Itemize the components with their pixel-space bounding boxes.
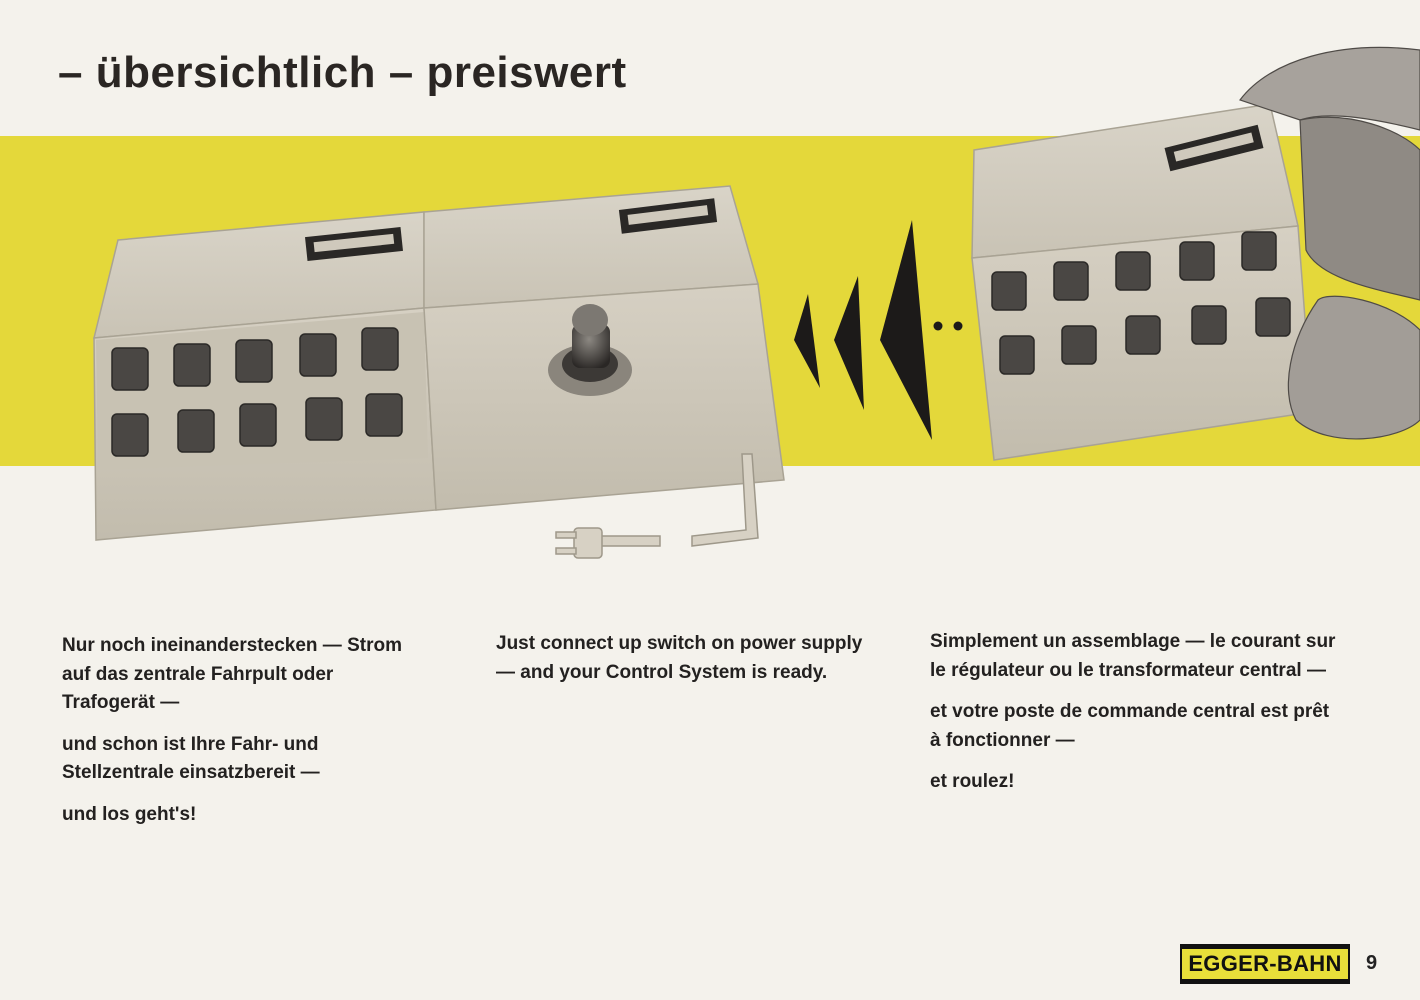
- english-paragraph-1: Just connect up switch on power supply — and your Control System is ready.: [496, 633, 863, 683]
- french-paragraph-3: et roulez!: [930, 771, 1015, 792]
- english-text-column: [496, 630, 876, 700]
- german-text-column: [62, 632, 422, 842]
- central-controller: [424, 186, 784, 510]
- page-number: 9: [1366, 952, 1378, 974]
- page-title: – übersichtlich – preiswert: [58, 48, 627, 97]
- french-paragraph-1: Simplement un assemblage — le courant sur le régulateur ou le transformateur central —: [930, 631, 1336, 681]
- extension-switch-panel: [972, 104, 1312, 460]
- german-paragraph-3: und los geht's!: [62, 803, 197, 825]
- logo-text: EGGER-BAHN: [1182, 949, 1347, 979]
- egger-bahn-logo: [1180, 944, 1350, 984]
- french-text-column: [930, 628, 1340, 810]
- german-paragraph-2: und schon ist Ihre Fahr- und Stellzentrale einsatzbereit —: [62, 733, 320, 783]
- french-paragraph-2: et votre poste de commande central est prêt à fonctionner —: [930, 701, 1330, 751]
- german-paragraph-1: Nur noch ineinanderstecken — Strom auf das zentrale Fahrpult oder Trafogerät —: [62, 635, 402, 713]
- left-switch-panel: [94, 212, 436, 540]
- connection-arrows: [794, 220, 963, 440]
